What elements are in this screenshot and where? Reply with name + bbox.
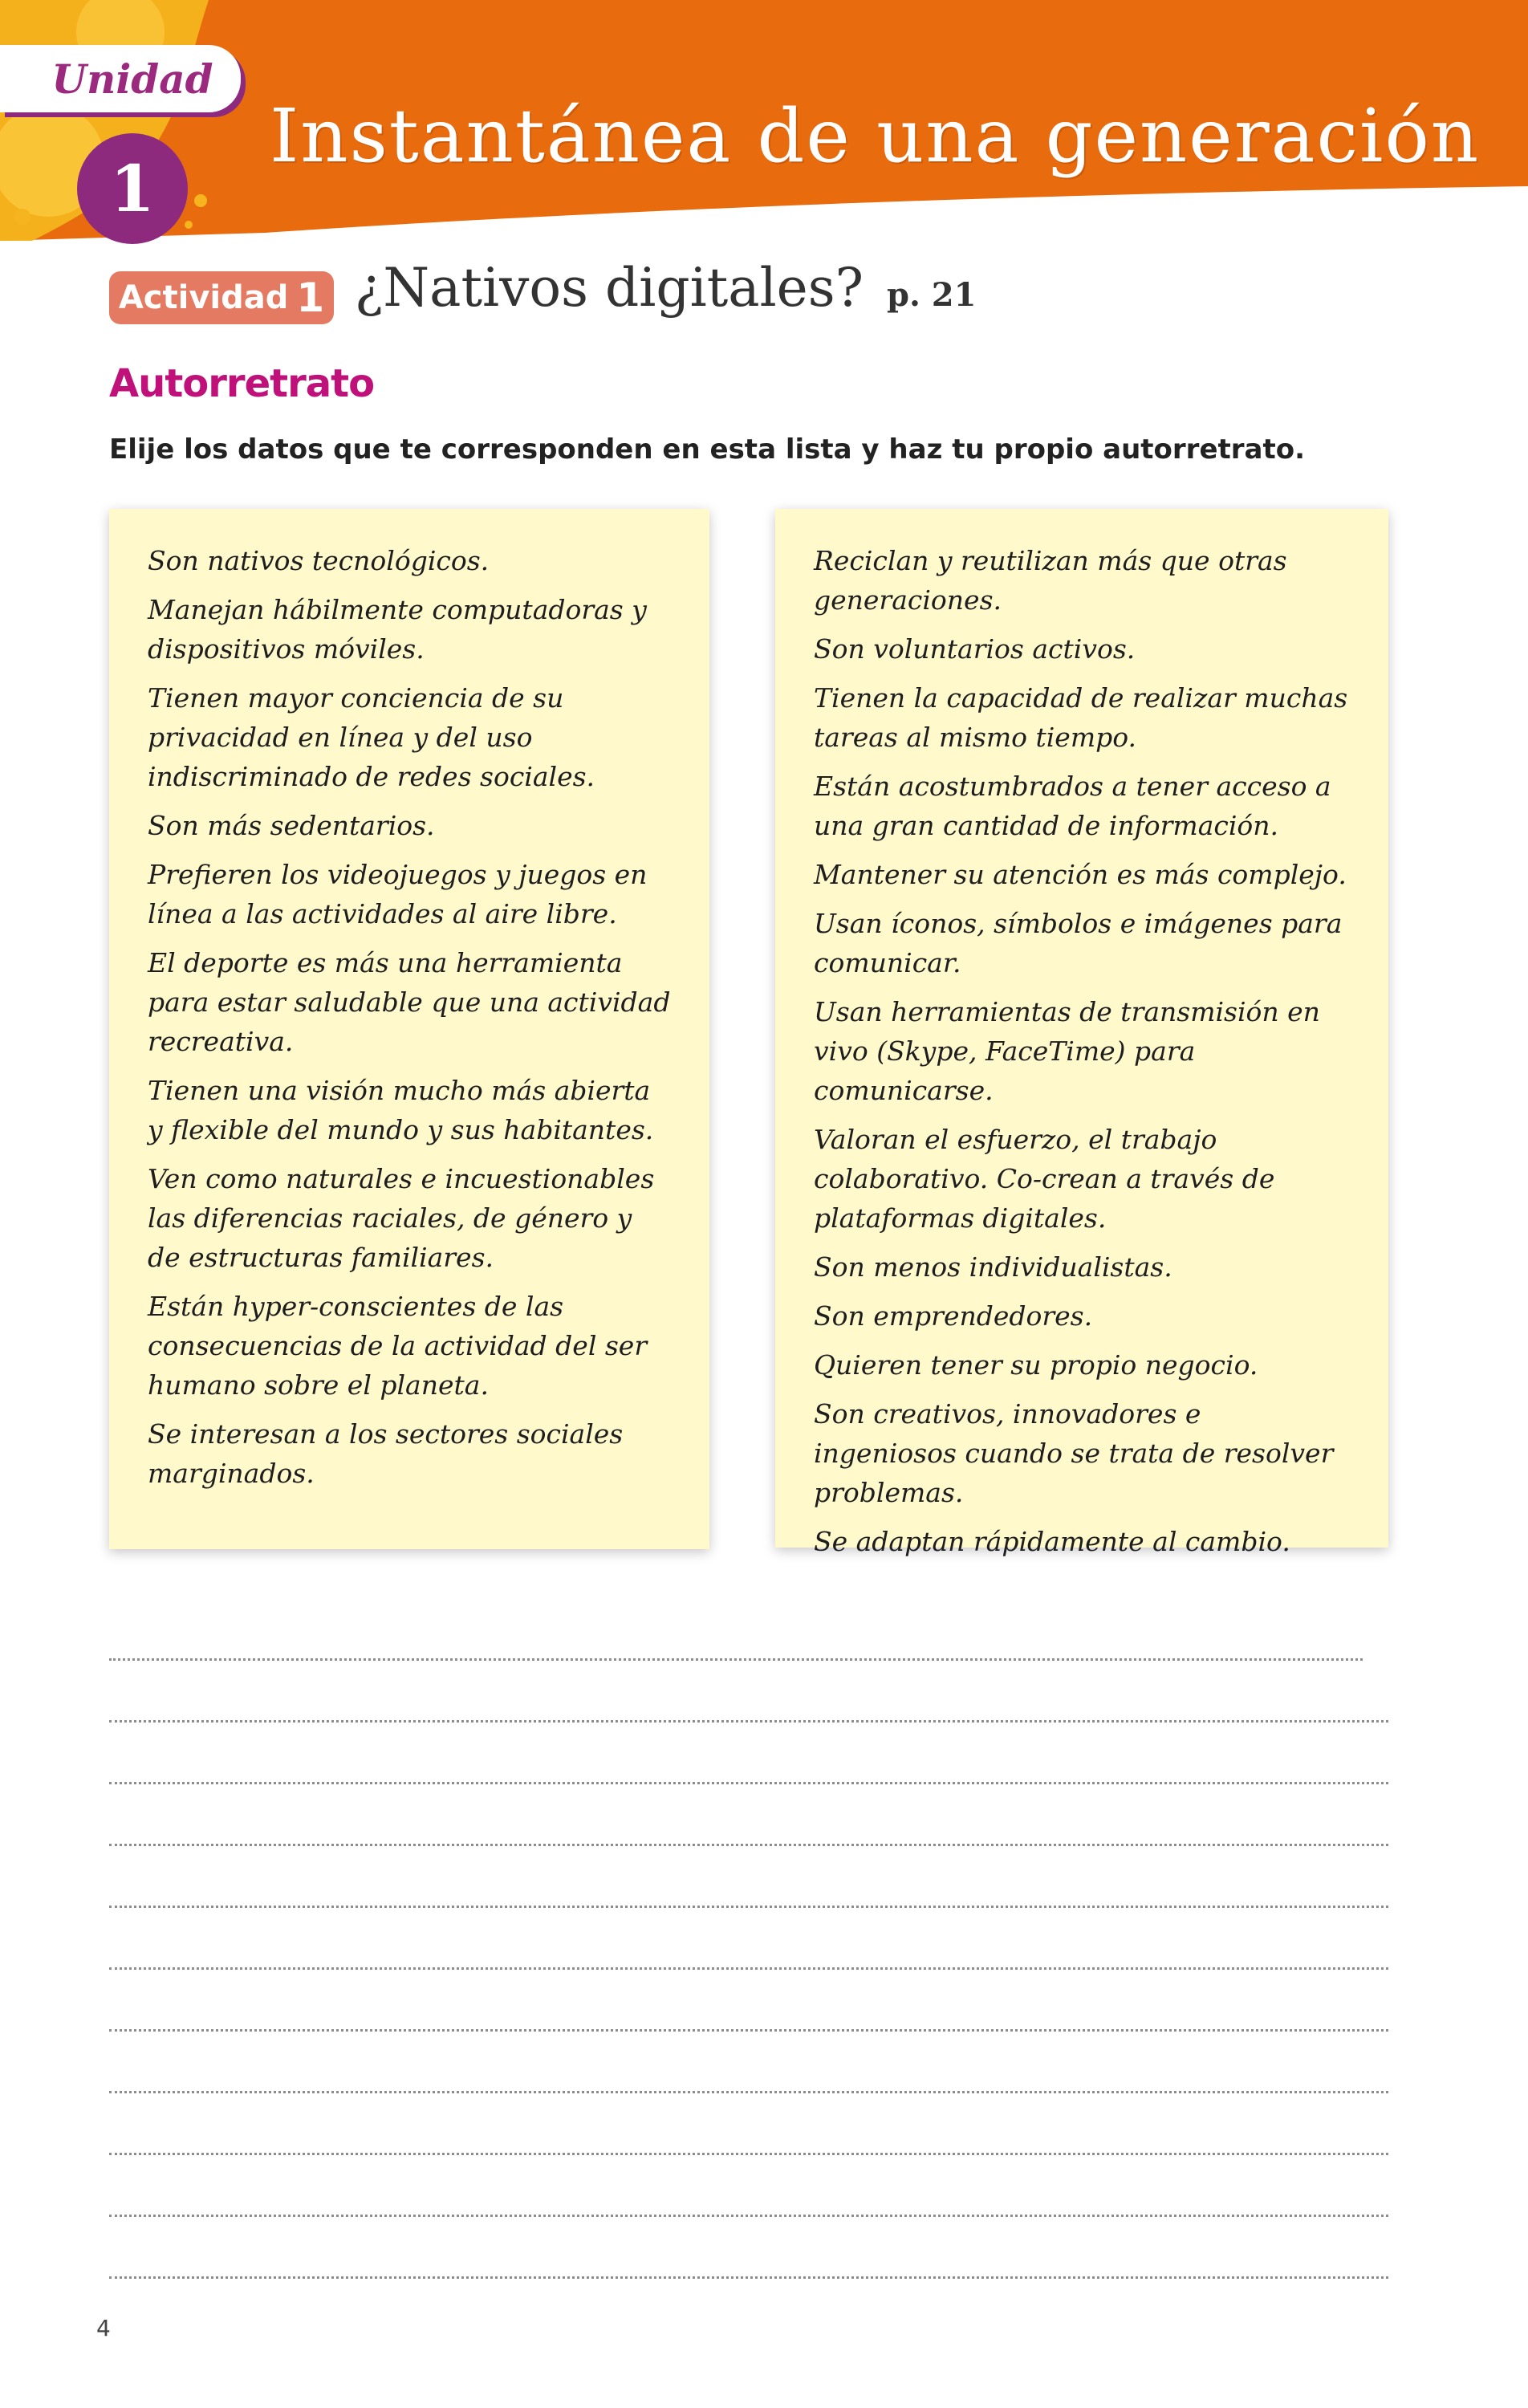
unit-label: Unidad <box>51 55 213 103</box>
trait-item: Valoran el esfuerzo, el trabajo colaborativo. Co-crean a través de plataformas digitales. <box>814 1124 1275 1234</box>
trait-item: Prefieren los videojuegos y juegos en línea a las actividades al aire libre. <box>148 859 648 929</box>
unit-number-badge: 1 <box>77 133 188 244</box>
trait-item: Están acostumbrados a tener acceso a una gran cantidad de información. <box>814 771 1331 841</box>
activity-title <box>355 257 976 319</box>
trait-item: Manejan hábilmente computadoras y dispositivos móviles. <box>148 594 647 665</box>
instruction-text: Elije los datos que te corresponden en esta lista y haz tu propio autorretrato. <box>109 433 1305 466</box>
answer-line[interactable] <box>109 1967 1388 1970</box>
page-number: 4 <box>96 2315 111 2341</box>
trait-item: Usan herramientas de transmisión en vivo (Skype, FaceTime) para comunicarse. <box>814 996 1320 1106</box>
unit-label-tab <box>0 45 241 112</box>
trait-item: Son más sedentarios. <box>148 810 435 841</box>
activity-title-text: ¿Nativos digitales? <box>355 257 864 319</box>
trait-item: Se interesan a los sectores sociales marginados. <box>148 1418 624 1489</box>
trait-list-left <box>148 541 671 1493</box>
activity-page-reference: p. 21 <box>886 276 977 314</box>
answer-line[interactable] <box>109 1782 1388 1784</box>
trait-list-right <box>814 541 1350 1561</box>
trait-list-card-left <box>109 509 709 1549</box>
trait-item: Son menos individualistas. <box>814 1251 1172 1283</box>
trait-item: Tienen la capacidad de realizar muchas tareas al mismo tiempo. <box>814 682 1348 753</box>
trait-item: Son emprendedores. <box>814 1300 1093 1332</box>
trait-item: Quieren tener su propio negocio. <box>814 1349 1258 1381</box>
activity-badge <box>109 271 334 324</box>
answer-line[interactable] <box>109 2091 1388 2093</box>
trait-item: Son creativos, innovadores e ingeniosos cuando se trata de resolver problemas. <box>814 1398 1334 1508</box>
trait-item: Son nativos tecnológicos. <box>148 545 490 576</box>
trait-item: Son voluntarios activos. <box>814 633 1136 665</box>
section-title: Autorretrato <box>109 361 375 406</box>
trait-item: Ven como naturales e incuestionables las diferencias raciales, de género y de estructuras familiares. <box>148 1163 655 1273</box>
answer-line[interactable] <box>109 1658 1363 1661</box>
trait-item: Tienen mayor conciencia de su privacidad en línea y del uso indiscriminado de redes sociales. <box>148 682 595 792</box>
unit-title: Instantánea de una generación <box>270 93 1481 179</box>
trait-item: Mantener su atención es más complejo. <box>814 859 1347 890</box>
activity-badge-number: 1 <box>296 275 325 321</box>
trait-list-card-right <box>775 509 1388 1557</box>
answer-line[interactable] <box>109 2276 1388 2279</box>
unit-header-banner <box>0 0 1528 241</box>
answer-line[interactable] <box>109 2153 1388 2155</box>
answer-line[interactable] <box>109 2029 1388 2032</box>
trait-item: Reciclan y reutilizan más que otras generaciones. <box>814 545 1287 616</box>
trait-item: Se adaptan rápidamente al cambio. <box>814 1526 1290 1557</box>
trait-item: Tienen una visión mucho más abierta y flexible del mundo y sus habitantes. <box>148 1075 654 1145</box>
trait-item: Usan íconos, símbolos e imágenes para comunicar. <box>814 908 1343 978</box>
answer-line[interactable] <box>109 1720 1388 1723</box>
trait-item: Están hyper-conscientes de las consecuencias de la actividad del ser humano sobre el planeta. <box>148 1291 648 1401</box>
activity-badge-label: Actividad <box>118 279 289 316</box>
answer-line[interactable] <box>109 1844 1388 1846</box>
trait-item: El deporte es más una herramienta para estar saludable que una actividad recreativa. <box>148 947 671 1057</box>
answer-line[interactable] <box>109 1906 1388 1908</box>
answer-line[interactable] <box>109 2215 1388 2217</box>
